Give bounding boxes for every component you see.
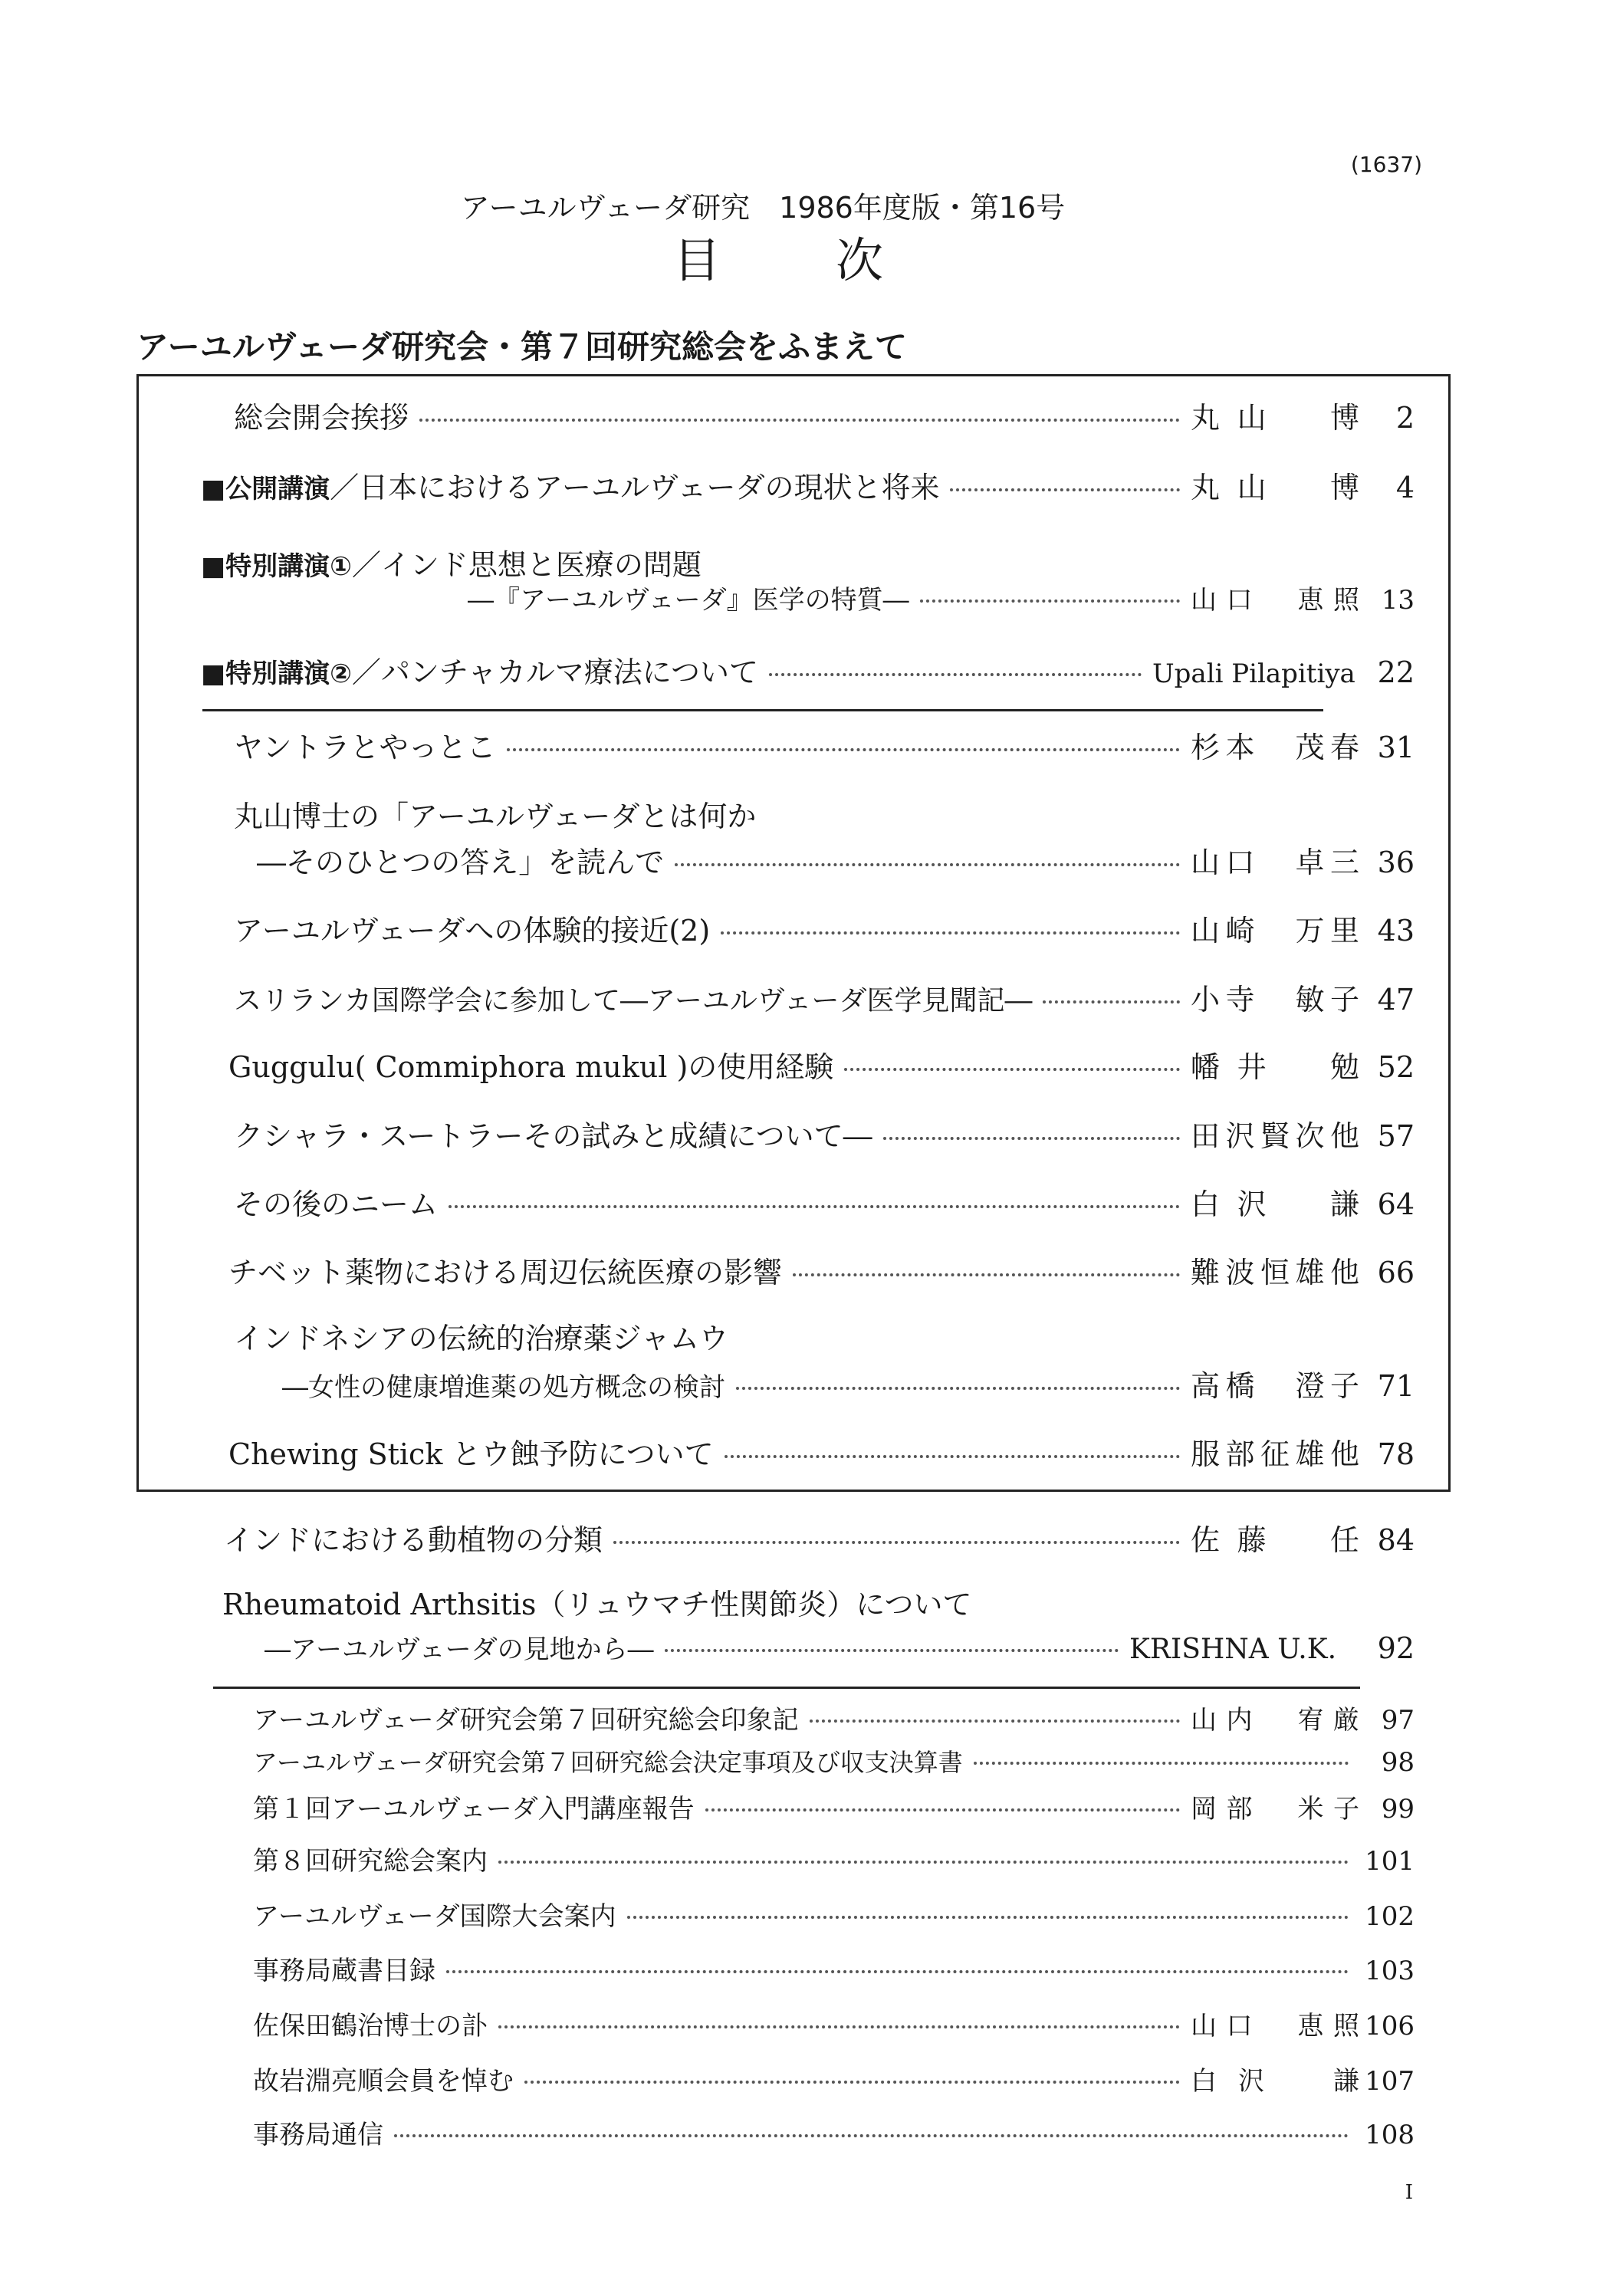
entry-author: 山内 宥厳 xyxy=(1191,1705,1359,1736)
entry-page: 31 xyxy=(1377,731,1415,764)
entry-author: KRISHNA U.K. xyxy=(1129,1634,1337,1665)
toc-entry xyxy=(234,907,1415,953)
entry-author: 丸山 博 xyxy=(1191,401,1359,435)
entry-page: 71 xyxy=(1377,1369,1415,1403)
entry-page: 106 xyxy=(1365,2011,1415,2041)
leader-dots xyxy=(883,1137,1180,1140)
misc-divider xyxy=(213,1687,1360,1689)
entry-author: 難波恒雄他 xyxy=(1191,1256,1359,1289)
leader-dots xyxy=(769,673,1142,676)
entry-title: 総会開会挨拶 xyxy=(234,401,409,435)
entry-author: 田沢賢次他 xyxy=(1191,1119,1359,1153)
entry-title: Rheumatoid Arthsitis（リュウマチ性関節炎）について xyxy=(222,1588,972,1621)
entry-title: その後のニーム xyxy=(234,1187,439,1221)
entry-title: スリランカ国際学会に参加して―アーユルヴェーダ医学見聞記― xyxy=(234,985,1033,1017)
toc-entry xyxy=(253,2114,1415,2160)
entry-page: 66 xyxy=(1377,1256,1415,1289)
entry-page: 99 xyxy=(1381,1794,1415,1825)
toc-entry-title-line xyxy=(201,541,702,583)
leader-dots xyxy=(810,1720,1180,1723)
entry-page: 52 xyxy=(1377,1050,1415,1084)
entry-title: ／日本におけるアーユルヴェーダの現状と将来 xyxy=(330,471,940,504)
entry-page: 97 xyxy=(1381,1705,1415,1736)
entry-title: Chewing Stick とウ蝕予防について xyxy=(228,1437,714,1471)
toc-entry xyxy=(234,976,1415,1022)
toc-entry xyxy=(253,1699,1415,1745)
entry-page: 98 xyxy=(1381,1747,1415,1778)
entry-page: 36 xyxy=(1377,846,1415,879)
entry-title: ヤントラとやっとこ xyxy=(234,731,496,764)
entry-author: 白沢 謙 xyxy=(1191,1187,1359,1221)
toc-entry xyxy=(253,1840,1415,1886)
entry-author: 服部征雄他 xyxy=(1191,1437,1359,1471)
entry-title: 第８回研究総会案内 xyxy=(253,1846,488,1877)
entry-page: 47 xyxy=(1377,983,1415,1017)
entry-author: 小寺 敏子 xyxy=(1191,983,1359,1017)
entry-author: 高橋 澄子 xyxy=(1191,1369,1359,1403)
leader-dots xyxy=(844,1068,1180,1071)
entry-page: 43 xyxy=(1377,914,1415,948)
entry-title: インドにおける動植物の分類 xyxy=(224,1523,603,1557)
entry-title: Guggulu( Commiphora mukul )の使用経験 xyxy=(228,1050,834,1084)
toc-entry xyxy=(228,1430,1415,1476)
leader-dots xyxy=(507,748,1180,751)
entry-page: 101 xyxy=(1365,1846,1415,1877)
toc-entry xyxy=(234,1112,1415,1158)
entry-title: アーユルヴェーダ国際大会案内 xyxy=(253,1901,616,1932)
leader-dots xyxy=(705,1808,1180,1812)
leader-dots xyxy=(950,488,1180,491)
toc-entry xyxy=(282,1362,1415,1408)
entry-subtitle: ―アーユルヴェーダの見地から― xyxy=(265,1634,654,1665)
entry-subtitle: ―そのひとつの答え」を読んで xyxy=(257,846,665,879)
entry-page: 103 xyxy=(1365,1956,1415,1986)
leader-dots xyxy=(920,599,1180,603)
entry-title: 佐保田鶴治博士の訃 xyxy=(253,2011,488,2041)
entry-author: Upali Pilapitiya xyxy=(1152,659,1355,689)
toc-entry xyxy=(253,1788,1415,1834)
leader-dots xyxy=(1043,1000,1180,1003)
page-title: 目次 xyxy=(673,232,999,288)
journal-header: アーユルヴェーダ研究 1986年度版・第16号 xyxy=(460,191,1066,225)
leader-dots xyxy=(665,1649,1119,1652)
entry-author: 山口 卓三 xyxy=(1191,846,1359,879)
entry-page: 84 xyxy=(1377,1523,1415,1557)
leader-dots xyxy=(974,1762,1349,1765)
leader-dots xyxy=(736,1387,1180,1390)
entry-title: 丸山博士の「アーユルヴェーダとは何か xyxy=(234,800,757,833)
entry-subtitle: ―女性の健康増進薬の処方概念の検討 xyxy=(282,1372,725,1403)
entry-title: 事務局通信 xyxy=(253,2120,383,2150)
entry-author: 山口 恵照 xyxy=(1191,585,1359,616)
entry-title: アーユルヴェーダへの体験的接近(2) xyxy=(234,914,711,948)
toc-entry xyxy=(228,1043,1415,1089)
toc-entry xyxy=(253,1949,1415,1995)
leader-dots xyxy=(524,2081,1180,2084)
leader-dots xyxy=(394,2134,1349,2137)
entry-title: アーユルヴェーダ研究会第７回研究総会印象記 xyxy=(253,1705,799,1736)
toc-entry xyxy=(234,394,1415,440)
leader-dots xyxy=(627,1916,1349,1919)
entry-page: 13 xyxy=(1381,585,1415,616)
entry-title: ／パンチャカルマ療法について xyxy=(351,655,759,689)
toc-entry xyxy=(253,1895,1415,1941)
entry-title: クシャラ・スートラーその試みと成績について― xyxy=(234,1119,872,1153)
entry-page: 57 xyxy=(1377,1119,1415,1153)
entry-title: 故岩淵亮順会員を悼む xyxy=(253,2066,514,2097)
page-reference: (1637) xyxy=(1350,152,1422,177)
entry-page: 107 xyxy=(1365,2066,1415,2097)
entry-page: 22 xyxy=(1377,655,1415,689)
leader-dots xyxy=(613,1541,1180,1544)
leader-dots xyxy=(446,1970,1349,1973)
leader-dots xyxy=(498,1861,1349,1864)
entry-label: ■特別講演② xyxy=(201,659,352,689)
toc-entry xyxy=(253,2060,1415,2106)
entry-author: 佐藤 任 xyxy=(1191,1523,1359,1557)
entry-page: 64 xyxy=(1377,1187,1415,1221)
entry-page: 78 xyxy=(1377,1437,1415,1471)
toc-entry xyxy=(201,464,1415,510)
toc-entry xyxy=(253,1743,1415,1789)
toc-entry xyxy=(201,649,1415,695)
toc-entry xyxy=(234,1181,1415,1227)
box-divider xyxy=(202,709,1323,711)
entry-author: 杉本 茂春 xyxy=(1191,731,1359,764)
entry-page: 4 xyxy=(1395,471,1415,504)
entry-label: ■公開講演 xyxy=(201,474,330,504)
entry-page: 108 xyxy=(1365,2120,1415,2150)
entry-author: 山崎 万里 xyxy=(1191,914,1359,948)
leader-dots xyxy=(721,931,1180,934)
entry-title: チベット薬物における周辺伝統医療の影響 xyxy=(228,1256,783,1289)
entry-title: 第１回アーユルヴェーダ入門講座報告 xyxy=(253,1794,695,1825)
entry-page: 2 xyxy=(1395,401,1415,435)
entry-title: インドネシアの伝統的治療薬ジャムウ xyxy=(234,1322,728,1355)
toc-entry xyxy=(234,724,1415,770)
entry-author: 山口 恵照 xyxy=(1191,2011,1359,2041)
entry-page: 102 xyxy=(1365,1901,1415,1932)
section-title: アーユルヴェーダ研究会・第７回研究総会をふまえて xyxy=(136,328,908,366)
leader-dots xyxy=(725,1455,1180,1458)
entry-subtitle: ―『アーユルヴェーダ』医学の特質― xyxy=(468,585,909,616)
entry-author: 白沢 謙 xyxy=(1191,2066,1359,2097)
toc-entry xyxy=(257,839,1415,885)
leader-dots xyxy=(793,1273,1180,1276)
toc-entry xyxy=(228,1249,1415,1295)
toc-entry xyxy=(265,1628,1415,1674)
entry-title: アーユルヴェーダ研究会第７回研究総会決定事項及び収支決算書 xyxy=(253,1748,963,1777)
toc-entry xyxy=(468,579,1415,625)
toc-entry xyxy=(253,2005,1415,2051)
entry-title: ／インド思想と医療の問題 xyxy=(351,548,702,582)
toc-entry xyxy=(224,1516,1415,1562)
folio: I xyxy=(1405,2181,1413,2204)
leader-dots xyxy=(419,419,1180,422)
entry-author: 幡井 勉 xyxy=(1191,1050,1359,1084)
leader-dots xyxy=(449,1205,1180,1208)
entry-label: ■特別講演① xyxy=(201,551,352,582)
leader-dots xyxy=(498,2025,1180,2028)
entry-page: 92 xyxy=(1377,1631,1415,1665)
leader-dots xyxy=(675,863,1180,866)
entry-author: 岡部 米子 xyxy=(1191,1794,1359,1825)
entry-author: 丸山 博 xyxy=(1191,471,1359,504)
entry-title: 事務局蔵書目録 xyxy=(253,1956,435,1986)
